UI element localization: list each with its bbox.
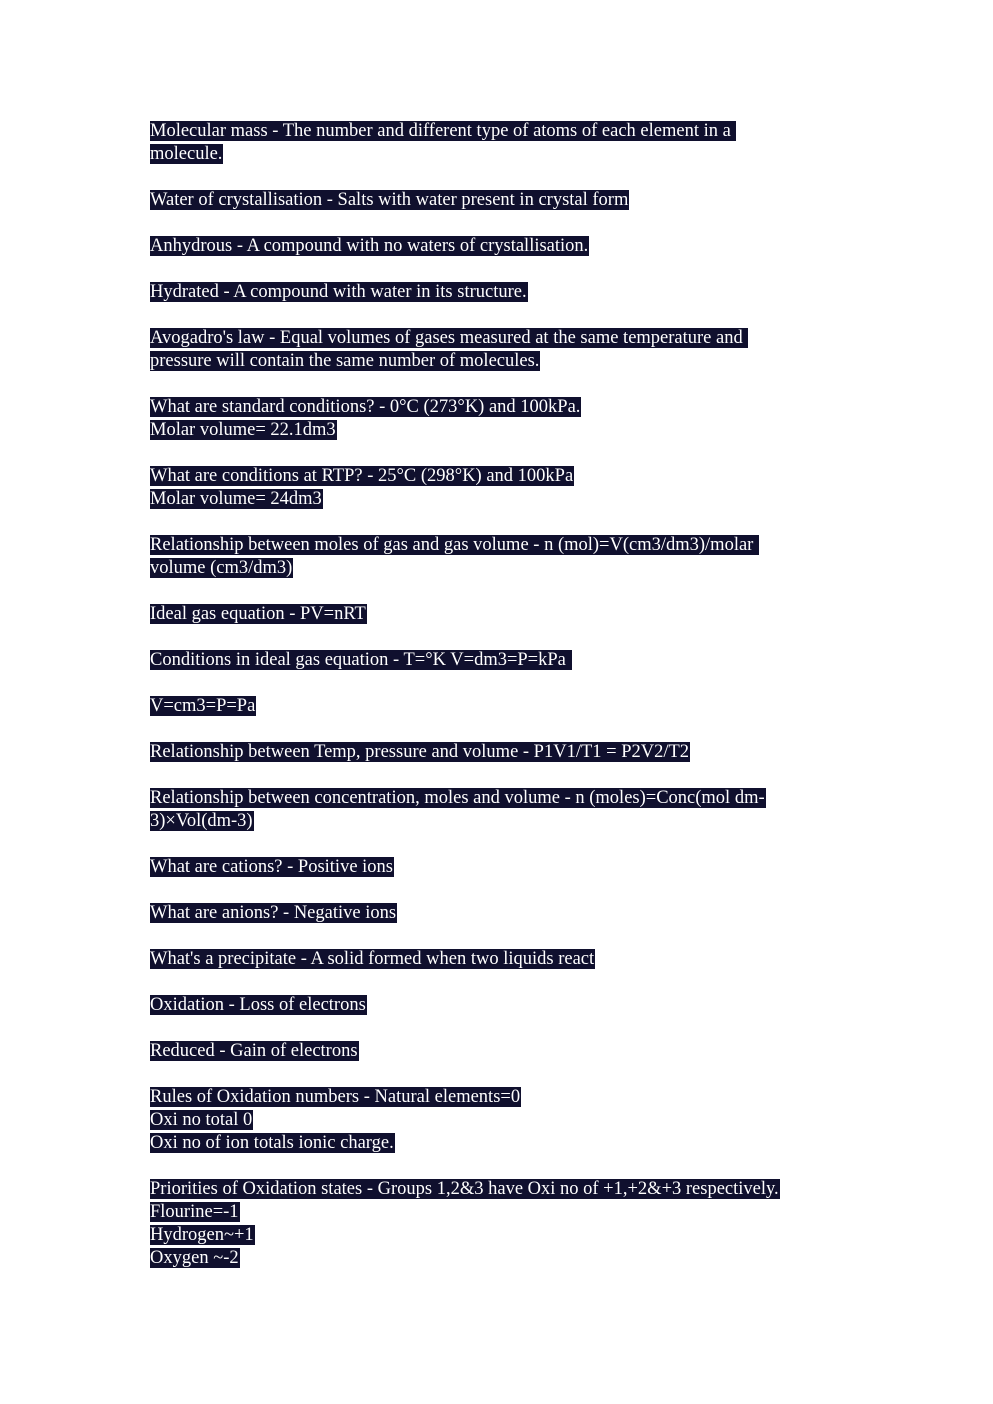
entry-line: Molar volume= 24dm3: [150, 489, 322, 509]
entry-line: Priorities of Oxidation states - Groups 1,2&3 have Oxi no of +1,+2&+3 respectively.: [150, 1179, 779, 1199]
entry-line: What's a precipitate - A solid formed when two liquids react: [150, 949, 595, 969]
entry-moles-gas-volume: [150, 534, 850, 580]
entry-line: Oxidation - Loss of electrons: [150, 995, 366, 1015]
entry-rtp-conditions: [150, 465, 850, 511]
entry-line: Anhydrous - A compound with no waters of crystallisation.: [150, 236, 589, 256]
entry-hydrated: [150, 281, 850, 304]
document-page: [150, 120, 850, 1293]
entry-line: Flourine=-1: [150, 1202, 239, 1222]
entry-line: Conditions in ideal gas equation - T=°K V=dm3=P=kPa: [150, 650, 571, 670]
entry-oxidation: [150, 994, 850, 1017]
entry-line: Relationship between Temp, pressure and volume - P1V1/T1 = P2V2/T2: [150, 742, 690, 762]
entry-line: Hydrated - A compound with water in its structure.: [150, 282, 527, 302]
entry-line: What are standard conditions? - 0°C (273°K) and 100kPa.: [150, 397, 581, 417]
entry-line: molecule.: [150, 144, 223, 164]
entry-temp-pressure-volume: [150, 741, 850, 764]
entry-molecular-mass: [150, 120, 850, 166]
entry-ideal-gas-conditions: [150, 649, 850, 672]
entry-cations: [150, 856, 850, 879]
entry-anions: [150, 902, 850, 925]
entry-line: Reduced - Gain of electrons: [150, 1041, 358, 1061]
entry-line: V=cm3=P=Pa: [150, 696, 256, 716]
entry-avogadros-law: [150, 327, 850, 373]
entry-line: 3)×Vol(dm-3): [150, 811, 253, 831]
entry-line: What are anions? - Negative ions: [150, 903, 397, 923]
entry-line: Oxygen ~-2: [150, 1248, 239, 1268]
entry-line: Relationship between concentration, moles and volume - n (moles)=Conc(mol dm-: [150, 788, 765, 808]
entry-line: pressure will contain the same number of molecules.: [150, 351, 540, 371]
entry-si-units: [150, 695, 850, 718]
entry-oxidation-priorities: [150, 1178, 850, 1270]
entry-anhydrous: [150, 235, 850, 258]
entry-standard-conditions: [150, 396, 850, 442]
entry-water-of-crystallisation: [150, 189, 850, 212]
entry-line: Water of crystallisation - Salts with water present in crystal form: [150, 190, 629, 210]
entry-line: Oxi no total 0: [150, 1110, 253, 1130]
entry-ideal-gas-equation: [150, 603, 850, 626]
entry-line: What are cations? - Positive ions: [150, 857, 394, 877]
entry-line: What are conditions at RTP? - 25°C (298°K) and 100kPa: [150, 466, 574, 486]
entry-line: Rules of Oxidation numbers - Natural elements=0: [150, 1087, 521, 1107]
entry-line: Relationship between moles of gas and gas volume - n (mol)=V(cm3/dm3)/molar: [150, 535, 758, 555]
entry-line: Molecular mass - The number and different type of atoms of each element in a: [150, 121, 736, 141]
entry-reduced: [150, 1040, 850, 1063]
entry-line: Oxi no of ion totals ionic charge.: [150, 1133, 394, 1153]
entry-line: Hydrogen~+1: [150, 1225, 254, 1245]
entry-line: Molar volume= 22.1dm3: [150, 420, 336, 440]
entry-oxidation-rules: [150, 1086, 850, 1155]
entry-precipitate: [150, 948, 850, 971]
entry-concentration-moles-volume: [150, 787, 850, 833]
entry-line: Ideal gas equation - PV=nRT: [150, 604, 366, 624]
entry-line: volume (cm3/dm3): [150, 558, 293, 578]
entry-line: Avogadro's law - Equal volumes of gases measured at the same temperature and: [150, 328, 748, 348]
